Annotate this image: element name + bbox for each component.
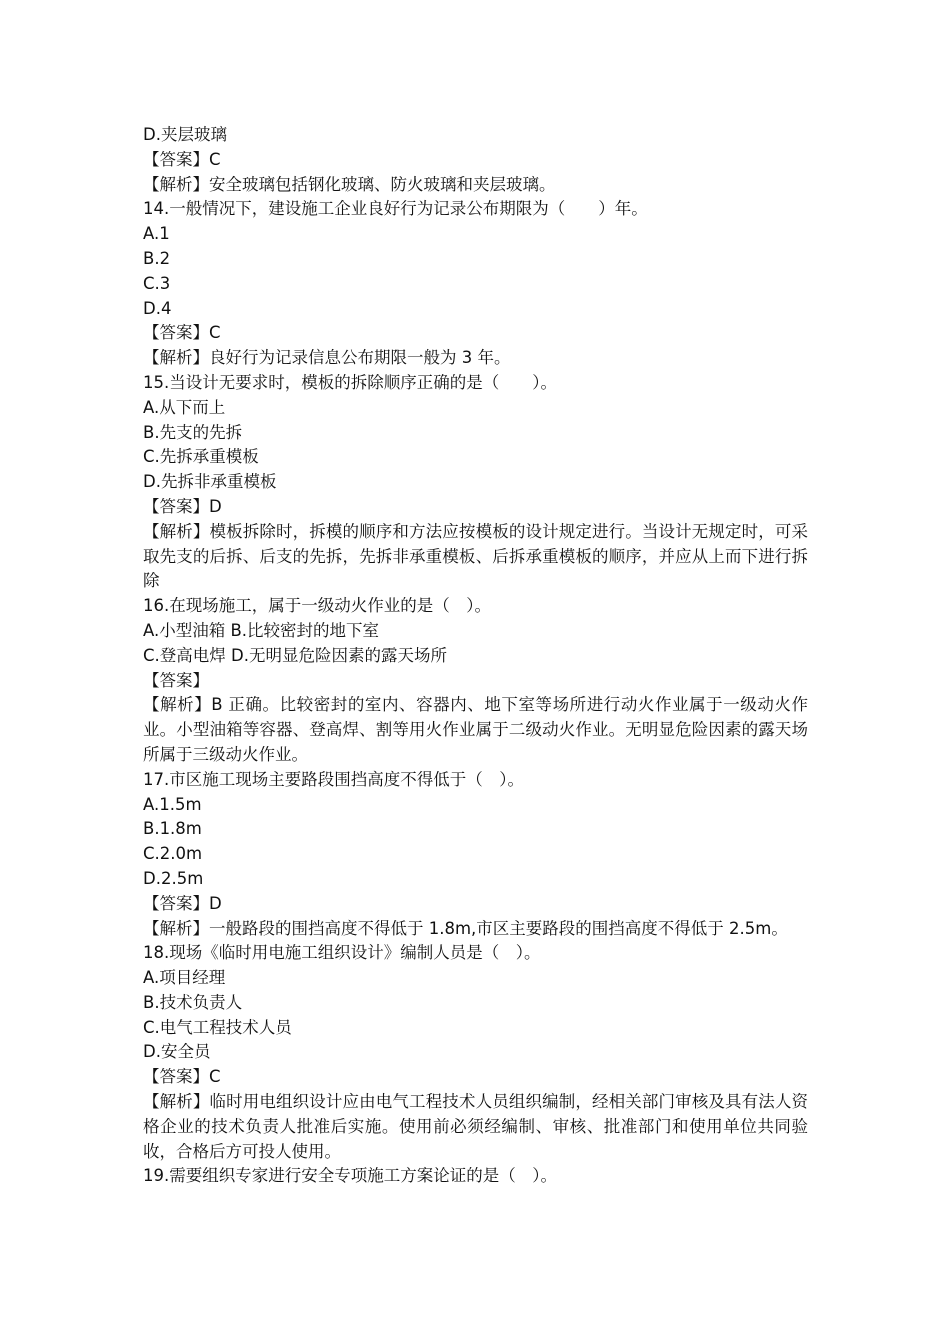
text-line: A.从下而上 [143,397,226,417]
text-line: 【解析】良好行为记录信息公布期限一般为 3 年。 [143,348,511,368]
text-line: 【答案】 [143,670,209,690]
text-line: B.1.8m [143,819,202,839]
text-line: C.登高电焊 D.无明显危险因素的露天场所 [143,645,447,665]
text-line: 【答案】C [143,323,221,343]
text-line: 【答案】D [143,893,222,913]
text-line: D.先拆非承重模板 [143,472,277,492]
text-line: C.3 [143,273,171,293]
text-line: 【解析】安全玻璃包括钢化玻璃、防火玻璃和夹层玻璃。 [143,174,556,194]
text-line: B.技术负责人 [143,992,243,1012]
text-line: 【答案】D [143,496,222,516]
text-line: A.1.5m [143,794,202,814]
paragraph-text: 【解析】一般路段的围挡高度不得低于 1.8m,市区主要路段的围挡高度不得低于 2.5m。 [143,918,788,938]
text-line: B.2 [143,248,171,268]
text-line: 【答案】C [143,1067,221,1087]
text-line: D.安全员 [143,1042,211,1062]
paragraph-text: 【解析】临时用电组织设计应由电气工程技术人员组织编制，经相关部门审核及具有法人资格企业的技术负责人批准后实施。使用前必须经编制、审核、批准部门和使用单位共同验收，合格后方可投人使用。 [143,1092,808,1161]
text-line: D.4 [143,298,172,318]
text-line: 18.现场《临时用电施工组织设计》编制人员是（ ）。 [143,943,541,963]
paragraph-text: 【解析】模板拆除时，拆模的顺序和方法应按模板的设计规定进行。当设计无规定时，可采取先支的后拆、后支的先拆，先拆非承重模板、后拆承重模板的顺序，并应从上而下进行拆除 [143,521,808,591]
text-line: 19.需要组织专家进行安全专项施工方案论证的是（ ）。 [143,1166,557,1186]
text-line: 17.市区施工现场主要路段围挡高度不得低于（ ）。 [143,769,524,789]
text-line: A.小型油箱 B.比较密封的地下室 [143,620,380,640]
text-line: A.项目经理 [143,968,226,988]
text-line: C.电气工程技术人员 [143,1017,292,1037]
paragraph-text: 【解析】B 正确。比较密封的室内、容器内、地下室等场所进行动火作业属于一级动火作业。小型油箱等容器、登高焊、割等用火作业属于二级动火作业。无明显危险因素的露天场所属于三级动火作业。 [143,695,808,764]
text-line: D.夹层玻璃 [143,125,227,144]
document-page [143,123,808,1189]
text-line: D.2.5m [143,868,204,888]
text-line: C.先拆承重模板 [143,447,259,467]
text-line: 【答案】C [143,149,221,169]
text-line: B.先支的先拆 [143,422,243,442]
text-line: 15.当设计无要求时，模板的拆除顺序正确的是（ ）。 [143,372,557,392]
text-line: C.2.0m [143,844,203,864]
text-line: 14.一般情况下，建设施工企业良好行为记录公布期限为（ ）年。 [143,199,648,219]
text-line: A.1 [143,224,170,244]
text-line: 16.在现场施工，属于一级动火作业的是（ ）。 [143,596,491,616]
